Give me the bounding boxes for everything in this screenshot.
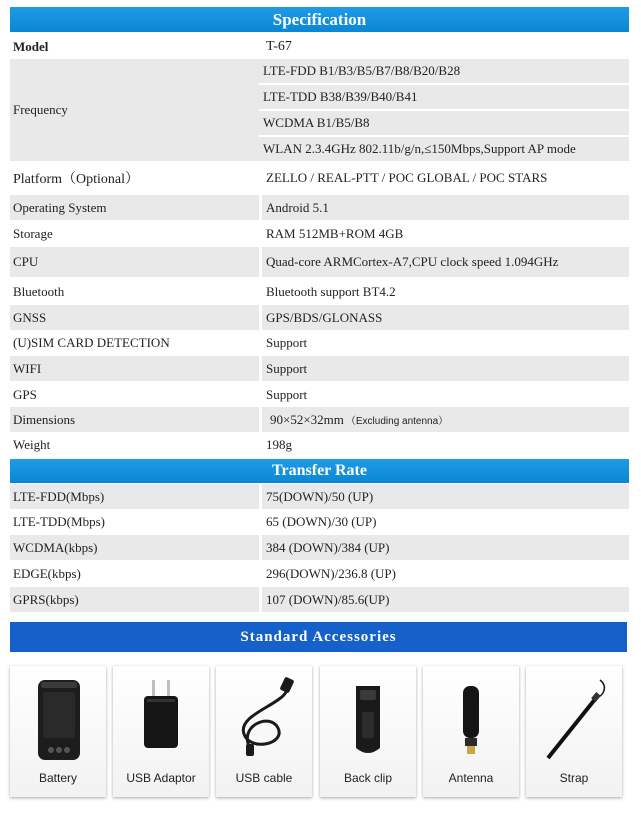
accessory-label: Strap xyxy=(559,771,589,785)
dimensions-value: 90×52×32mm xyxy=(270,411,344,427)
spec-value: Quad-core ARMCortex-A7,CPU clock speed 1.094GHz xyxy=(262,247,629,277)
usb-cable-icon xyxy=(216,672,312,766)
spec-key: Weight xyxy=(10,432,259,457)
spec-value: Support xyxy=(262,382,629,407)
frequency-value: LTE-FDD B1/B3/B5/B7/B8/B20/B28 xyxy=(259,59,629,83)
accessory-tile-usb-adaptor xyxy=(113,666,209,797)
transfer-key: LTE-TDD(Mbps) xyxy=(10,509,259,534)
transfer-value: 75(DOWN)/50 (UP) xyxy=(262,484,629,509)
spec-value: Support xyxy=(262,356,629,381)
spec-value: RAM 512MB+ROM 4GB xyxy=(262,221,629,246)
accessory-tile-antenna xyxy=(423,666,519,797)
accessory-tile-back-clip xyxy=(320,666,416,797)
spec-row xyxy=(10,221,629,246)
accessory-label: USB Adaptor xyxy=(126,771,196,785)
frequency-value: LTE-TDD B38/B39/B40/B41 xyxy=(259,85,629,109)
spec-key: Storage xyxy=(10,221,259,246)
transfer-row xyxy=(10,587,629,612)
accessories-title: Standard Accessories xyxy=(240,628,397,645)
usb-adaptor-icon xyxy=(113,672,209,766)
spec-value: 198g xyxy=(262,432,629,457)
spec-row xyxy=(10,407,629,432)
spec-row xyxy=(10,382,629,407)
spec-row xyxy=(10,247,629,277)
spec-value: GPS/BDS/GLONASS xyxy=(262,305,629,330)
spec-value: Bluetooth support BT4.2 xyxy=(262,279,629,304)
accessory-label: USB cable xyxy=(235,771,293,785)
spec-row xyxy=(10,330,629,355)
spec-key: Platform（Optional） xyxy=(10,164,259,191)
accessory-tile-battery xyxy=(10,666,106,797)
transfer-value: 65 (DOWN)/30 (UP) xyxy=(262,509,629,534)
spec-row xyxy=(10,356,629,381)
frequency-value: WCDMA B1/B5/B8 xyxy=(259,111,629,135)
spec-key: (U)SIM CARD DETECTION xyxy=(10,330,259,355)
transfer-row xyxy=(10,535,629,560)
spec-key: Dimensions xyxy=(10,407,259,432)
spec-value xyxy=(262,407,629,432)
transfer-rate-title: Transfer Rate xyxy=(272,462,367,479)
spec-key: CPU xyxy=(10,247,259,277)
spec-key: Bluetooth xyxy=(10,279,259,304)
spec-row xyxy=(10,195,629,220)
spec-value: ZELLO / REAL-PTT / POC GLOBAL / POC STARS xyxy=(262,164,629,191)
transfer-key: EDGE(kbps) xyxy=(10,561,259,586)
spec-key: Model xyxy=(10,34,259,59)
accessory-label: Back clip xyxy=(343,771,393,785)
spec-row xyxy=(10,164,629,191)
spec-value: Support xyxy=(262,330,629,355)
transfer-key: LTE-FDD(Mbps) xyxy=(10,484,259,509)
spec-key: GNSS xyxy=(10,305,259,330)
battery-icon xyxy=(10,672,106,766)
spec-key: Operating System xyxy=(10,195,259,220)
antenna-icon xyxy=(423,672,519,766)
transfer-value: 296(DOWN)/236.8 (UP) xyxy=(262,561,629,586)
spec-row xyxy=(10,279,629,304)
spec-value: T-67 xyxy=(262,34,629,59)
accessory-label: Antenna xyxy=(448,771,494,785)
frequency-value: WLAN 2.3.4GHz 802.11b/g/n,≤150Mbps,Support AP mode xyxy=(259,137,629,161)
spec-key-frequency: Frequency xyxy=(10,59,259,161)
spec-value: Android 5.1 xyxy=(262,195,629,220)
transfer-row xyxy=(10,509,629,534)
spec-row-model xyxy=(10,34,629,59)
spec-key: GPS xyxy=(10,382,259,407)
specification-banner xyxy=(10,7,629,32)
transfer-key: WCDMA(kbps) xyxy=(10,535,259,560)
transfer-value: 107 (DOWN)/85.6(UP) xyxy=(262,587,629,612)
specification-title: Specification xyxy=(272,9,367,29)
strap-icon xyxy=(526,672,622,766)
transfer-key: GPRS(kbps) xyxy=(10,587,259,612)
accessory-label: Battery xyxy=(38,771,77,785)
transfer-row xyxy=(10,484,629,509)
spec-row xyxy=(10,432,629,457)
back-clip-icon xyxy=(320,672,416,766)
accessories-banner xyxy=(10,622,627,652)
accessory-tile-usb-cable xyxy=(216,666,312,797)
dimensions-note: （Excluding antenna） xyxy=(345,416,449,427)
accessory-tile-strap xyxy=(526,666,622,797)
spec-key: WIFI xyxy=(10,356,259,381)
transfer-row xyxy=(10,561,629,586)
transfer-rate-banner xyxy=(10,459,629,483)
transfer-value: 384 (DOWN)/384 (UP) xyxy=(262,535,629,560)
spec-row xyxy=(10,305,629,330)
